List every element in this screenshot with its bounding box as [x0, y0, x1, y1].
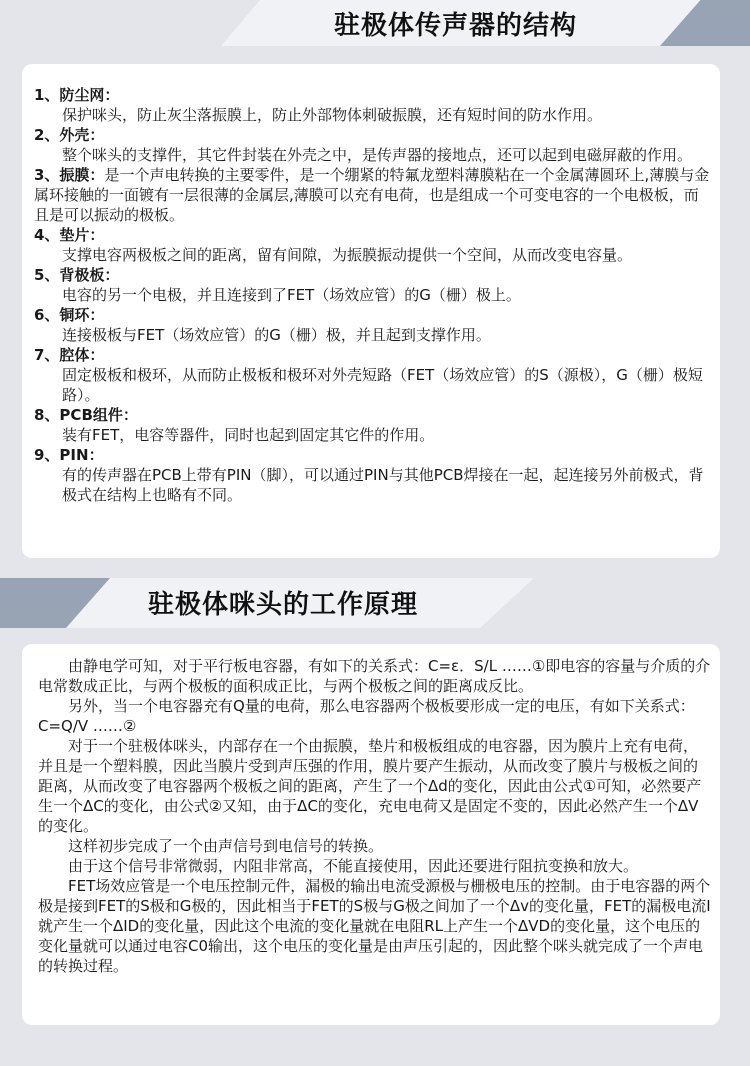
item-title: 2、外壳： — [34, 126, 105, 144]
item-title: 7、腔体： — [34, 346, 105, 364]
item-8 — [34, 405, 710, 445]
item-desc: 有的传声器在PCB上带有PIN（脚），可以通过PIN与其他PCB焊接在一起，起连接另外前极式，背极式在结构上也略有不同。 — [62, 466, 704, 504]
item-title: 8、PCB组件： — [34, 406, 138, 424]
item-2 — [34, 125, 710, 165]
item-desc: 是一个声电转换的主要零件，是一个绷紧的特氟龙塑料薄膜粘在一个金属薄圆环上,薄膜与金属环接触的一面镀有一层很薄的金属层,薄膜可以充有电荷，也是组成一个可变电容的一个电极板，而且是可以振动的极板。 — [34, 166, 710, 224]
item-desc: 保护咪头，防止灰尘落振膜上，防止外部物体刺破振膜，还有短时间的防水作用。 — [62, 106, 603, 124]
section2-title: 驻极体咪头的工作原理 — [148, 590, 419, 620]
item-title: 6、铜环： — [34, 306, 105, 324]
item-1 — [34, 85, 710, 125]
paragraph: FET场效应管是一个电压控制元件，漏极的输出电流受源极与栅极电压的控制。由于电容器的两个极是接到FET的S极和G极的，因此相当于FET的S极与G极之间加了一个Δv的变化量，FET的漏极电流I就产生一个ΔID的变化量，因此这个电流的变化量就在电阻RL上产生一个ΔVD的变化量，这个电压的变化量就可以通过电容C0输出，这个电压的变化量是由声压引起的，因此整个咪头就完成了一个声电的转换过程。 — [38, 877, 711, 975]
item-desc: 整个咪头的支撑件，其它件封装在外壳之中，是传声器的接地点，还可以起到电磁屏蔽的作用。 — [62, 146, 693, 164]
paragraph: 这样初步完成了一个由声信号到电信号的转换。 — [68, 837, 384, 855]
item-desc: 连接极板与FET（场效应管）的G（栅）极，并且起到支撑作用。 — [62, 326, 491, 344]
item-3-body — [34, 165, 710, 225]
item-title: 4、垫片： — [34, 226, 105, 244]
paragraph: 由静电学可知，对于平行板电容器，有如下的关系式：C=ε．S/L ……①即电容的容量与介质的介电常数成正比，与两个极板的面积成正比，与两个极板之间的距离成反比。 — [38, 657, 711, 695]
item-title: 9、PIN： — [34, 446, 104, 464]
structure-card — [22, 64, 720, 558]
paragraph: 由于这个信号非常微弱，内阻非常高，不能直接使用，因此还要进行阻抗变换和放大。 — [68, 857, 639, 875]
paragraph: 另外，当一个电容器充有Q量的电荷，那么电容器两个极板要形成一定的电压，有如下关系式：C=Q/V ……② — [38, 697, 695, 735]
item-desc: 电容的另一个电极，并且连接到了FET（场效应管）的G（栅）极上。 — [62, 286, 521, 304]
section1-title: 驻极体传声器的结构 — [334, 11, 578, 41]
item-6 — [34, 305, 710, 345]
item-desc: 装有FET，电容等器件，同时也起到固定其它件的作用。 — [62, 426, 435, 444]
item-title: 3、振膜： — [34, 166, 105, 184]
item-4 — [34, 225, 710, 265]
item-title: 1、防尘网： — [34, 86, 120, 104]
item-5 — [34, 265, 710, 305]
paragraph: 对于一个驻极体咪头，内部存在一个由振膜，垫片和极板组成的电容器，因为膜片上充有电荷，并且是一个塑料膜，因此当膜片受到声压强的作用，膜片要产生振动，从而改变了膜片与极板之间的距离，从而改变了电容器两个极板之间的距离，产生了一个Δd的变化，因此由公式①可知，必然要产生一个ΔC的变化，由公式②又知，由于ΔC的变化，充电电荷又是固定不变的，因此必然产生一个ΔV的变化。 — [38, 737, 702, 835]
item-title: 5、背极板： — [34, 266, 120, 284]
item-desc: 固定极板和极环，从而防止极板和极环对外壳短路（FET（场效应管）的S（源极），G（栅）极短路）。 — [62, 366, 703, 404]
principle-card — [22, 644, 720, 1025]
item-desc: 支撑电容两极板之间的距离，留有间隙，为振膜振动提供一个空间，从而改变电容量。 — [62, 246, 633, 264]
item-3 — [34, 165, 710, 225]
item-7 — [34, 345, 710, 405]
item-9 — [34, 445, 710, 505]
